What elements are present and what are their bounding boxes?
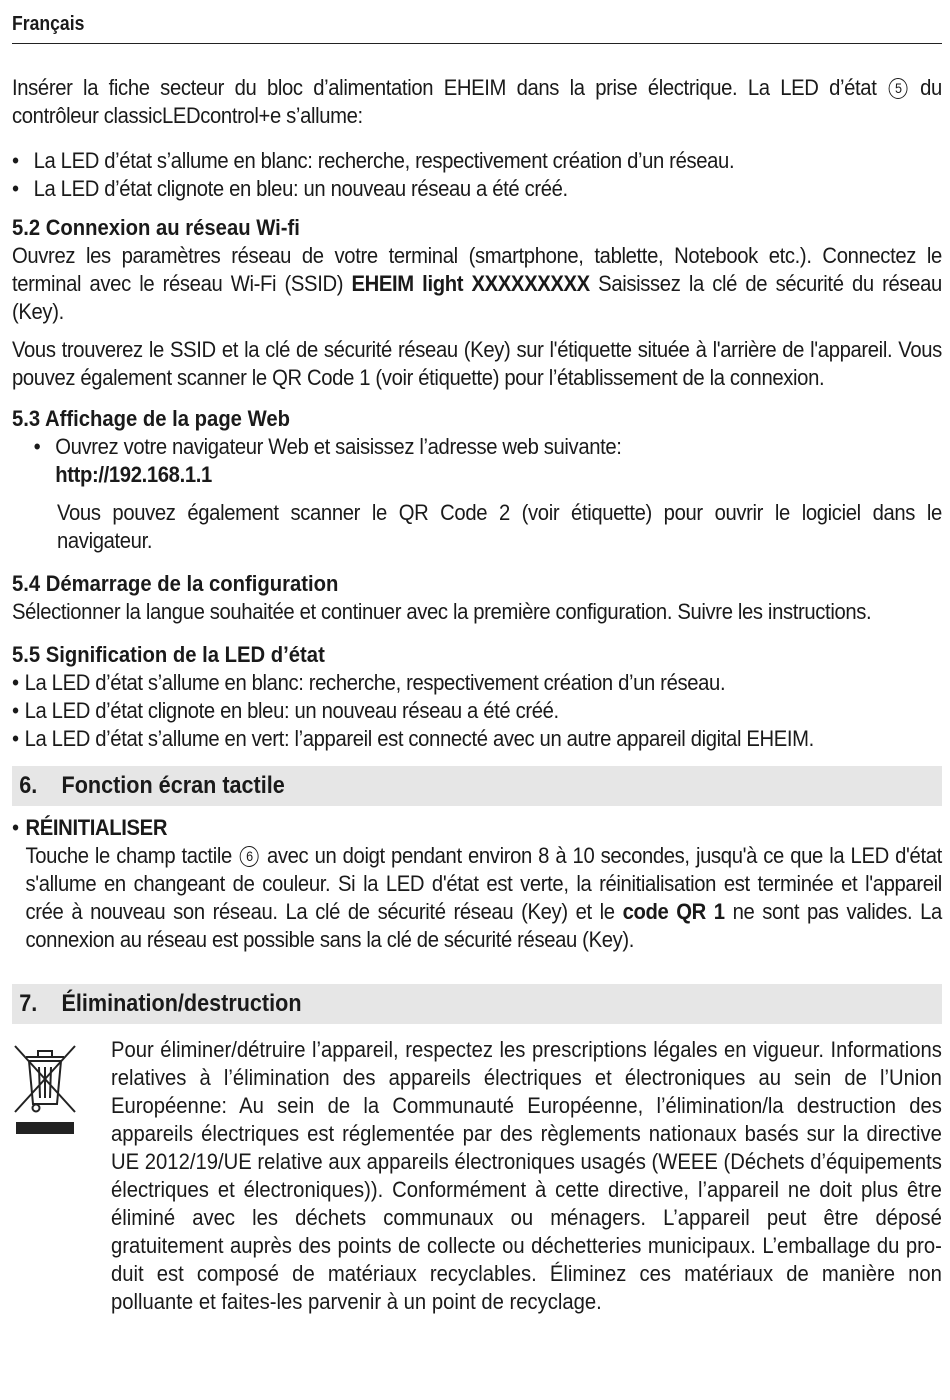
disposal-text-wrap	[111, 1036, 942, 1316]
section-5-4	[12, 570, 942, 626]
list-item: • La LED d’état s’allume en vert: l’appareil est connecté avec un autre appareil digital EHEIM.	[12, 725, 942, 753]
text-segment: Touche le champ tactile	[25, 843, 232, 868]
section-heading: 5.3 Affichage de la page Web	[12, 406, 290, 431]
bullet-list	[12, 669, 942, 753]
section-6-header	[12, 766, 942, 806]
disposal-paragraph: Pour éliminer/détruire l’appareil, respectez les prescriptions légales en vigueur. Informations relatives à l’élimination des appareils électriques et électroniques au sein de l’Union Européenne: Au sein de la Communauté Européenne, l’élimination/la destruction des appareils électriques est réglementée par des règlements nationaux basés sur la directive UE 2012/19/UE relative aux appareils électroniques usagés (WEEE (Déchets d’équipements électriques et électroniques)). Conformément à cette directive, l’appareil ne doit plus être éliminé avec les déchets communaux ou ménagers. L’appareil peut être déposé gratuitement auprès des points de collecte ou déchetteries municipaux. L’emballage du produit est composé de matériaux recyclables. Éliminez ces matériaux de manière non polluante et faites-les parvenir à un point de recyclage.	[111, 1037, 942, 1314]
manual-page	[12, 0, 942, 1316]
section-paragraph: Vous trouverez le SSID et la clé de sécurité réseau (Key) sur l'étiquette située à l'arrière de l'appareil. Vous pouvez également scanner le QR Code 1 (voir étiquette) pour l’établissement de la connexion.	[12, 337, 942, 390]
list-item: • La LED d’état s’allume en blanc: recherche, respectivement création d’un réseau.	[12, 669, 942, 697]
text-segment: ne sont pas valides. La connexion au réseau est possible sans la clé de sécurité réseau (Key).	[25, 899, 942, 952]
section-7-header	[12, 984, 942, 1024]
section-5-3	[12, 405, 942, 555]
section-heading: 5.2 Connexion au réseau Wi-fi	[12, 215, 300, 240]
disposal-block	[12, 1036, 942, 1316]
section-5-2	[12, 214, 942, 392]
circled-number-6: 6	[240, 846, 259, 867]
intro-bullet-list	[12, 147, 942, 203]
reset-paragraph	[26, 842, 942, 954]
ssid-name: EHEIM light XXXXXXXXX	[351, 271, 590, 296]
section-number: 7.	[19, 990, 38, 1017]
section-title: Élimination/destruction	[61, 990, 302, 1017]
list-item	[34, 433, 942, 489]
list-item: • La LED d’état clignote en bleu: un nouveau réseau a été créé.	[12, 697, 942, 725]
text-segment: Ouvrez votre navigateur Web et saisissez l’adresse web suivante:	[55, 434, 622, 459]
qr-code-label: code QR 1	[622, 899, 725, 924]
section-5-5	[12, 641, 942, 753]
section-6-content	[12, 814, 942, 954]
page-header	[12, 0, 942, 44]
circled-number-5: 5	[889, 78, 908, 99]
section-paragraph: Sélectionner la langue souhaitée et continuer avec la première configuration. Suivre les instructions.	[12, 599, 872, 624]
section-heading: 5.4 Démarrage de la configuration	[12, 571, 339, 596]
list-item: • La LED d’état clignote en bleu: un nouveau réseau a été créé.	[12, 175, 942, 203]
section-heading: 5.5 Signification de la LED d’état	[12, 642, 325, 667]
intro-text-a: Insérer la fiche secteur du bloc d’alimentation EHEIM dans la prise électrique. La LED d’état	[12, 75, 877, 100]
text-segment: Ouvrez les paramètres réseau de votre terminal (smartphone, tablette, Notebook etc.). Connectez le terminal avec le réseau Wi-Fi (SSID)	[12, 243, 942, 296]
section-title: Fonction écran tactile	[61, 772, 285, 799]
list-item: • La LED d’état s’allume en blanc: recherche, respectivement création d’un réseau.	[12, 147, 942, 175]
section-number: 6.	[19, 772, 38, 799]
weee-crossed-bin-icon	[12, 1040, 78, 1136]
language-label: Français	[12, 13, 85, 35]
reset-block: • RÉINITIALISER Touche le champ tactile 6 avec un doigt pendant environ 8 à 10 secondes, jusqu'à ce que la LED d'état s'allume en changeant de couleur. Si la LED d'état est verte, la réinitialisation est terminée et l'appareil crée à nouveau son réseau. La clé de sécurité réseau (Key) et le code QR 1 ne sont pas valides. La connexion au réseau est possible sans la clé de sécurité réseau (Key).	[12, 815, 942, 952]
web-address: http://192.168.1.1	[55, 462, 212, 487]
bullet-list	[12, 433, 942, 489]
section-paragraph	[12, 242, 942, 326]
text-segment: avec un doigt pendant environ 8 à 10 secondes, jusqu'à ce que la LED d'état s'allume en changeant de couleur. Si la LED d'état est verte, la réinitialisation est terminée et l'appareil crée à nouveau son réseau. La clé de sécurité réseau (Key) et le	[25, 843, 942, 924]
intro-text-b: du contrôleur classicLEDcontrol+e s’allume:	[12, 75, 942, 128]
content	[12, 74, 942, 753]
text-segment: Saisissez la clé de sécurité du réseau (Key).	[12, 271, 942, 324]
intro-paragraph	[12, 74, 942, 130]
reset-heading: RÉINITIALISER	[25, 815, 168, 840]
section-paragraph: Vous pouvez également scanner le QR Code 2 (voir étiquette) pour ouvrir le logiciel dans le navigateur.	[57, 500, 942, 553]
